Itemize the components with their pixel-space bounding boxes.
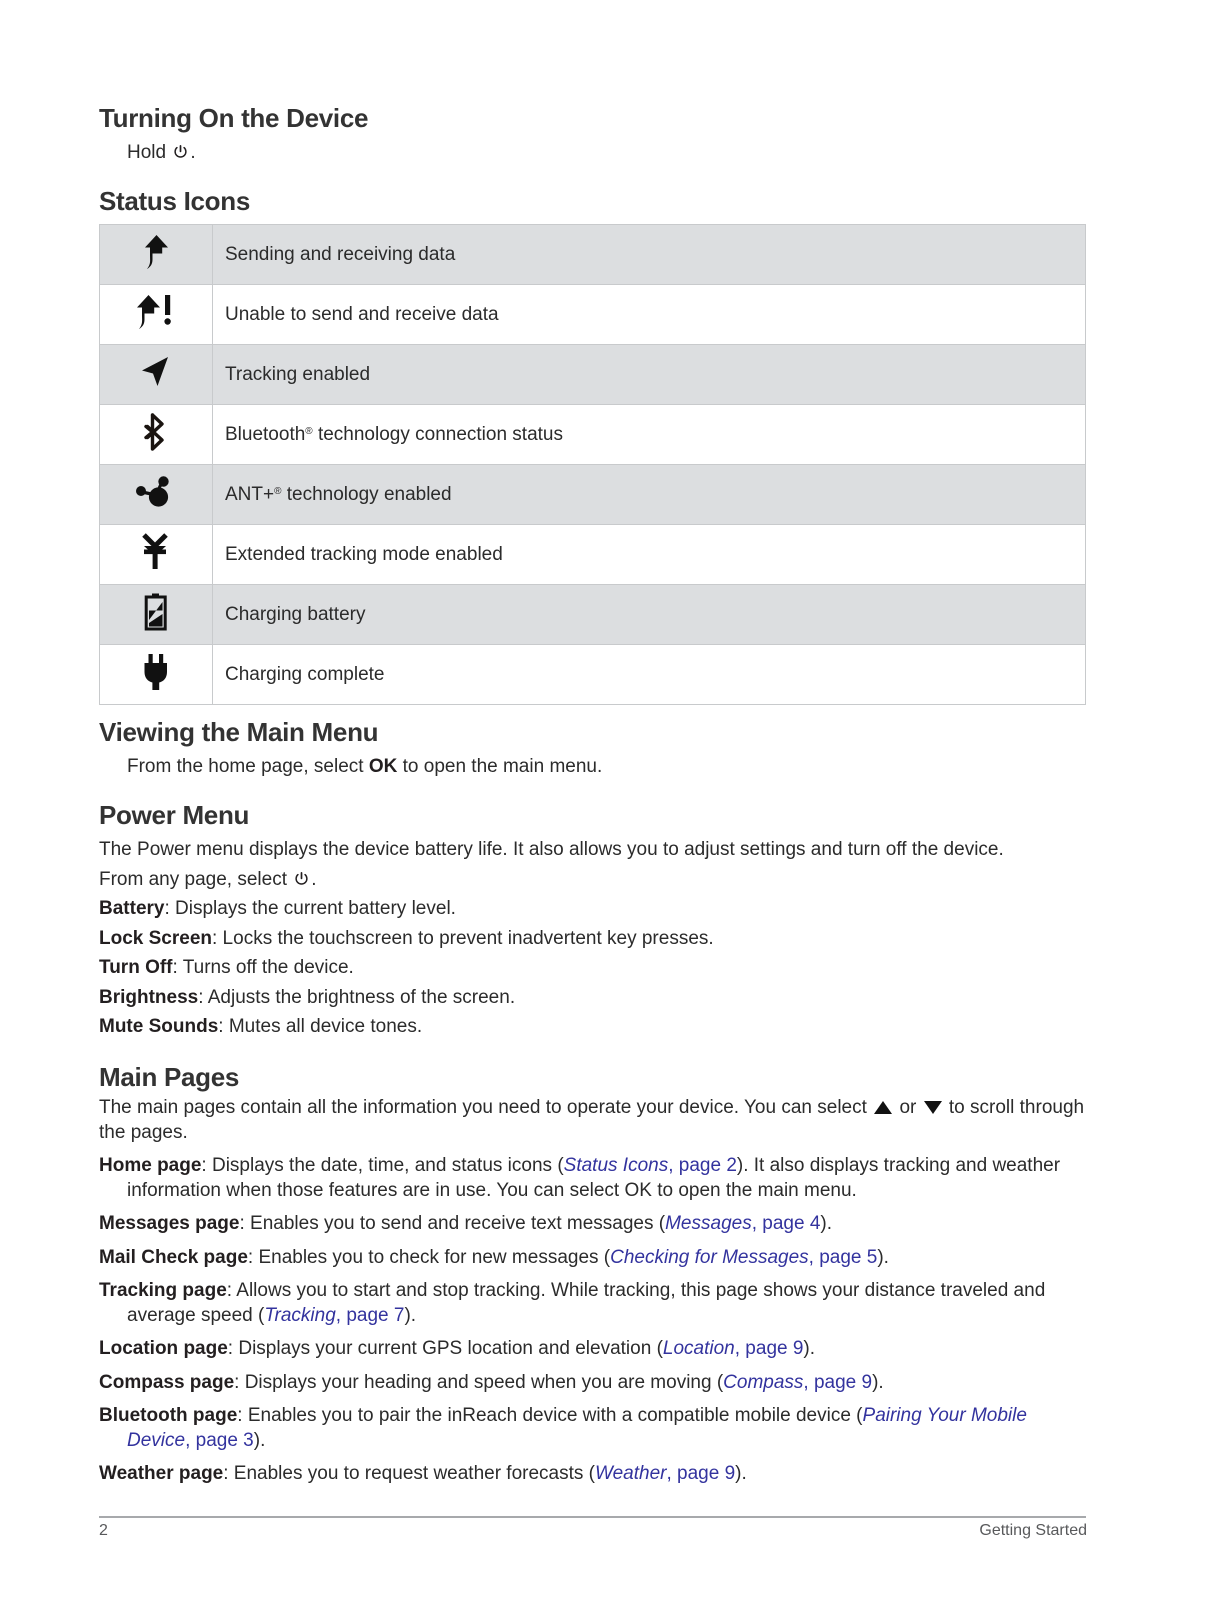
power-menu-item-brightness [99, 983, 1087, 1013]
main-pages-term: Home page [99, 1155, 202, 1176]
status-icon-description [213, 405, 1086, 465]
power-menu-intro-line2 [99, 865, 1087, 895]
xref-page: , page 9 [666, 1463, 736, 1484]
main-pages-post: ). It also displays tracking and weather information when those features are in use. You can select OK to open the main menu. [127, 1155, 1061, 1201]
main-pages-entry-home [99, 1154, 1087, 1203]
power-menu-definition: : Mutes all device tones. [218, 1016, 423, 1037]
main-pages-pre: : Enables you to send and receive text messages ( [239, 1213, 666, 1234]
power-menu-intro-line1: The Power menu displays the device battery life. It also allows you to adjust settings and turn off the device. [99, 839, 1004, 860]
charging-battery-icon [100, 585, 213, 645]
main-pages-term: Tracking page [99, 1280, 227, 1301]
bluetooth-icon [100, 405, 213, 465]
status-icons-table [99, 224, 1086, 705]
registered-mark: ® [274, 485, 282, 497]
heading-power-menu: Power Menu [99, 800, 250, 830]
main-pages-post: ). [820, 1213, 832, 1234]
xref-link[interactable] [564, 1155, 737, 1176]
main-pages-term: Bluetooth page [99, 1405, 238, 1426]
triangle-down-icon [924, 1101, 942, 1114]
main-pages-pre: : Enables you to request weather forecasts ( [223, 1463, 596, 1484]
xref-link[interactable] [264, 1305, 404, 1326]
power-menu-body [99, 835, 1087, 1042]
main-pages-body [99, 1096, 1087, 1496]
footer-page-number: 2 [99, 1522, 108, 1539]
xref-link[interactable] [665, 1213, 820, 1234]
table-row [100, 525, 1086, 585]
main-pages-post: ). [872, 1371, 884, 1393]
status-icon-description [213, 465, 1086, 525]
main-pages-post: ). [803, 1338, 816, 1359]
turning-on-instruction-prefix: Hold [127, 142, 167, 163]
status-icon-description: Extended tracking mode enabled [213, 525, 1086, 585]
status-icon-description: Charging complete [213, 645, 1086, 705]
xref-page: , page 7 [335, 1304, 405, 1326]
power-menu-item-battery [99, 894, 1087, 924]
main-pages-intro-a: The main pages contain all the information you need to operate your device. You can select [99, 1097, 873, 1118]
xref-link[interactable] [610, 1247, 877, 1268]
main-pages-pre: : Displays your current GPS location and elevation ( [227, 1338, 663, 1359]
unable-to-send-receive-icon [100, 285, 213, 345]
xref-title: Location [662, 1338, 735, 1359]
charging-complete-icon [100, 645, 213, 705]
xref-page: , page 2 [668, 1155, 737, 1176]
main-pages-post: ). [877, 1246, 889, 1268]
power-menu-item-mute-sounds [99, 1012, 1087, 1042]
power-menu-definition: : Locks the touchscreen to prevent inadvertent key presses. [212, 927, 714, 949]
status-icon-description: Sending and receiving data [213, 225, 1086, 285]
power-icon [172, 144, 189, 161]
registered-mark: ® [305, 425, 313, 437]
main-pages-entry-compass [99, 1371, 1087, 1396]
power-icon [293, 871, 310, 888]
table-row [100, 225, 1086, 285]
document-page [99, 0, 1087, 1600]
xref-page: , page 5 [808, 1246, 878, 1268]
footer-section-name: Getting Started [979, 1522, 1087, 1539]
xref-title: Tracking [264, 1304, 336, 1326]
triangle-up-icon [874, 1101, 892, 1114]
main-pages-term: Weather page [99, 1463, 224, 1484]
footer-divider [99, 1516, 1086, 1518]
power-menu-term: Mute Sounds [99, 1016, 219, 1037]
main-pages-term: Mail Check page [99, 1246, 248, 1268]
xref-title: Pairing Your Mobile Device [127, 1405, 1027, 1451]
power-menu-intro-suffix: . [311, 868, 317, 890]
power-menu-definition: : Turns off the device. [172, 957, 354, 978]
table-row [100, 345, 1086, 405]
table-row [100, 465, 1086, 525]
main-pages-intro [99, 1096, 1087, 1145]
power-menu-definition: : Displays the current battery level. [164, 898, 456, 919]
xref-page: , page 9 [734, 1338, 804, 1359]
status-icon-description-tail: technology enabled [281, 483, 452, 505]
status-icon-description: Tracking enabled [213, 345, 1086, 405]
xref-title: Weather [595, 1463, 667, 1484]
main-pages-pre: : Enables you to pair the inReach device with a compatible mobile device ( [237, 1405, 863, 1426]
viewing-instruction-suffix: to open the main menu. [397, 756, 603, 777]
main-pages-term: Messages page [99, 1213, 240, 1234]
xref-title: Compass [723, 1371, 804, 1393]
power-menu-definition: : Adjusts the brightness of the screen. [198, 986, 516, 1008]
main-pages-post: ). [735, 1463, 747, 1484]
turning-on-instruction [127, 138, 196, 167]
xref-title: Checking for Messages [610, 1246, 809, 1268]
xref-link[interactable] [595, 1463, 735, 1484]
heading-status-icons: Status Icons [99, 186, 250, 216]
main-pages-pre: : Displays the date, time, and status icons ( [201, 1155, 564, 1176]
xref-title: Messages [665, 1213, 752, 1234]
xref-page: , page 9 [803, 1371, 873, 1393]
power-menu-item-turn-off [99, 953, 1087, 983]
status-icon-description-text: ANT+ [225, 483, 275, 505]
table-row [100, 285, 1086, 345]
main-pages-entry-bluetooth [99, 1404, 1087, 1453]
viewing-instruction-prefix: From the home page, select [127, 756, 369, 777]
status-icon-description-text: Bluetooth [225, 423, 306, 445]
xref-link[interactable] [723, 1372, 872, 1393]
extended-tracking-icon [100, 525, 213, 585]
ant-plus-icon [100, 465, 213, 525]
main-pages-term: Compass page [99, 1371, 235, 1393]
main-pages-intro-c: to scroll through the pages. [99, 1097, 1085, 1143]
tracking-enabled-icon [100, 345, 213, 405]
heading-viewing-the-main-menu: Viewing the Main Menu [99, 717, 379, 747]
main-pages-post: ). [404, 1304, 417, 1326]
heading-main-pages: Main Pages [99, 1062, 240, 1092]
xref-page: , page 3 [185, 1429, 254, 1451]
xref-title: Status Icons [563, 1155, 669, 1176]
sending-receiving-data-icon [100, 225, 213, 285]
status-icon-description-tail: technology connection status [312, 423, 564, 445]
main-pages-intro-b: or [894, 1097, 922, 1118]
table-row [100, 645, 1086, 705]
status-icon-description: Unable to send and receive data [213, 285, 1086, 345]
table-row [100, 585, 1086, 645]
status-icon-description: Charging battery [213, 585, 1086, 645]
xref-page: , page 4 [751, 1213, 821, 1234]
main-pages-entry-mail-check [99, 1246, 1087, 1271]
main-pages-entry-weather [99, 1462, 1087, 1487]
main-pages-term: Location page [99, 1338, 228, 1359]
power-menu-term: Brightness [99, 986, 199, 1008]
xref-link[interactable] [663, 1338, 804, 1359]
power-menu-term: Battery [99, 898, 165, 919]
main-pages-post: ). [253, 1429, 266, 1451]
turning-on-instruction-suffix: . [190, 142, 196, 163]
power-menu-term: Turn Off [99, 957, 173, 978]
main-pages-entry-location [99, 1337, 1087, 1362]
main-pages-pre: : Displays your heading and speed when you are moving ( [234, 1371, 724, 1393]
power-menu-term: Lock Screen [99, 927, 212, 949]
main-pages-entry-messages [99, 1212, 1087, 1237]
main-pages-pre: : Enables you to check for new messages ( [247, 1246, 611, 1268]
main-pages-entry-tracking [99, 1279, 1087, 1328]
main-pages-pre: : Allows you to start and stop tracking. While tracking, this page shows your distance traveled and average speed ( [127, 1280, 1046, 1326]
power-menu-item-lock-screen [99, 924, 1087, 954]
table-row [100, 405, 1086, 465]
viewing-instruction-key: OK [368, 756, 398, 777]
viewing-main-menu-instruction [127, 752, 602, 781]
power-menu-intro-prefix: From any page, select [99, 868, 287, 890]
heading-turning-on-the-device: Turning On the Device [99, 103, 369, 133]
